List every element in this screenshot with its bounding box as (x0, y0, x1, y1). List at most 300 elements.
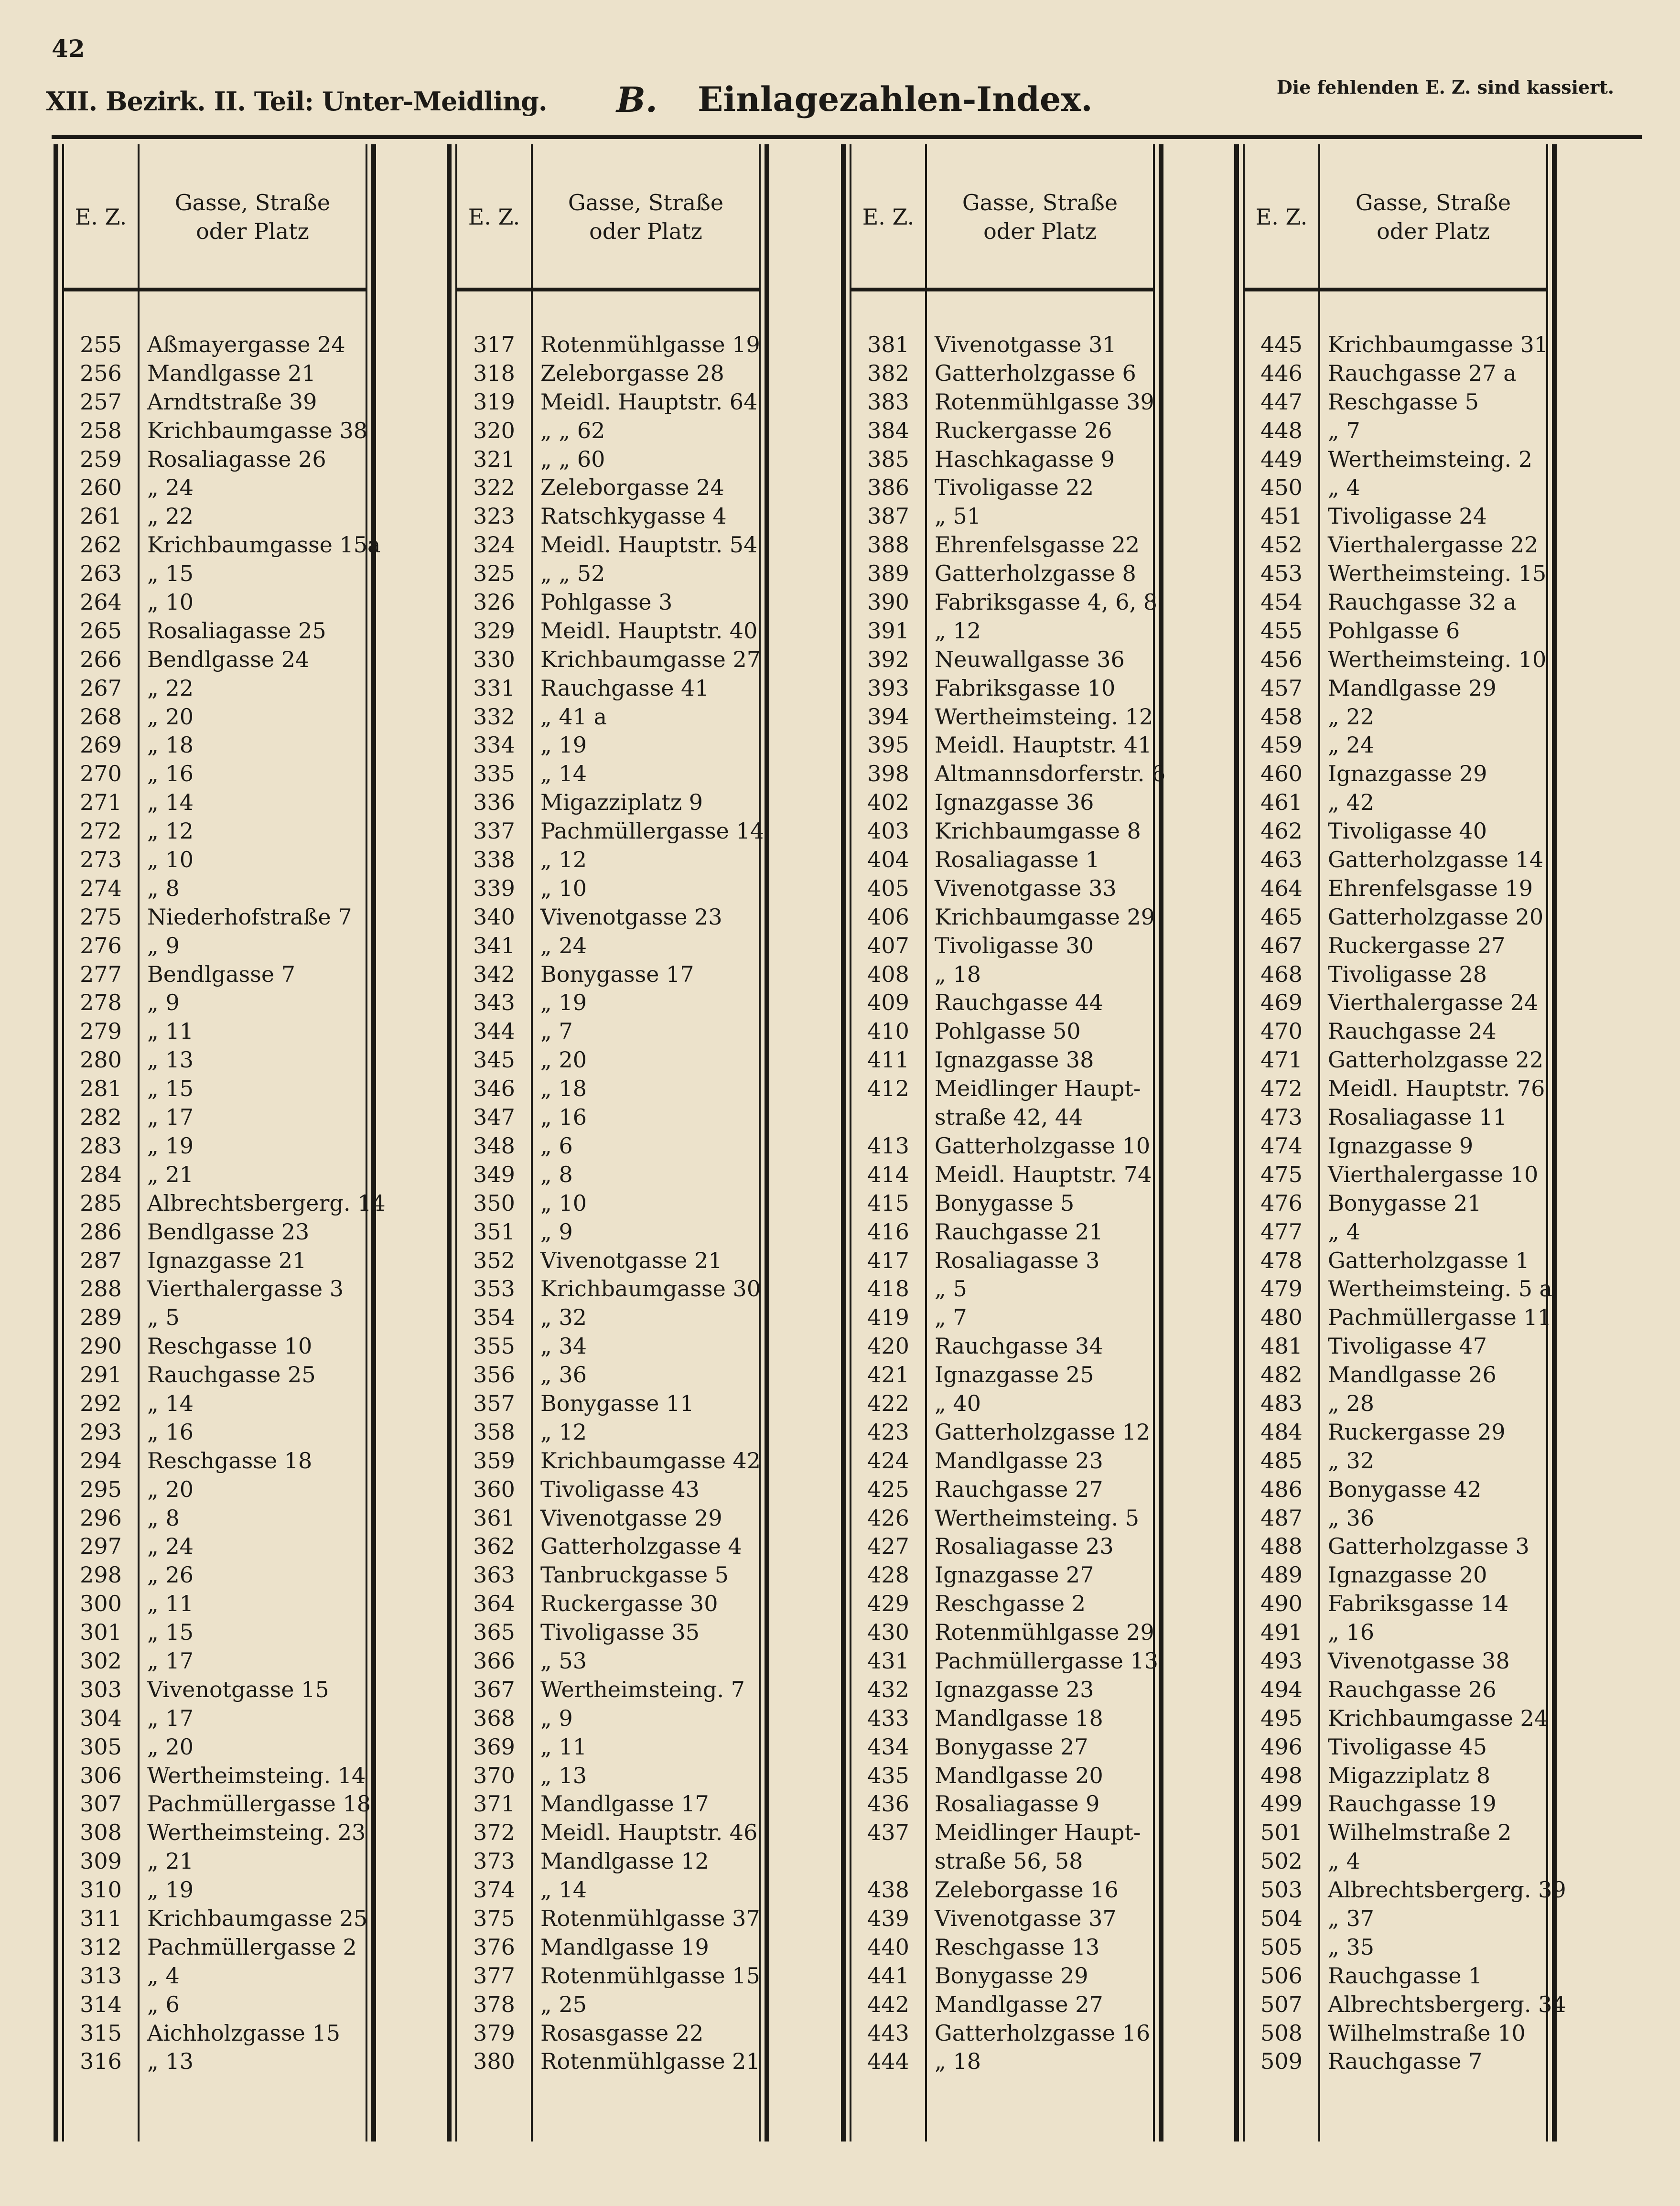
column-header-line: oder Platz (589, 218, 702, 244)
table-row (447, 1160, 769, 1188)
street-address: Fabriksgasse 14 (1328, 1591, 1509, 1617)
page-number: 42 (52, 34, 85, 63)
street-address: Krichbaumgasse 15a (147, 532, 381, 558)
ez-number: 294 (80, 1447, 122, 1474)
table-row (447, 1302, 769, 1331)
street-address: straße 42, 44 (935, 1104, 1083, 1130)
table-row (1234, 730, 1557, 759)
street-address: Ignazgasse 38 (935, 1047, 1094, 1073)
street-address: Rauchgasse 25 (147, 1362, 316, 1388)
ez-number: 403 (867, 818, 909, 844)
table-row (54, 616, 376, 645)
table-rule (457, 288, 759, 291)
ez-number: 463 (1260, 847, 1303, 873)
column-header-line: Gasse, Straße (962, 190, 1118, 215)
street-address: Ignazgasse 29 (1328, 761, 1487, 787)
ez-number: 266 (80, 646, 122, 672)
ez-number: 464 (1260, 875, 1303, 901)
street-address: Mandlgasse 27 (935, 1991, 1103, 2017)
ez-number: 356 (473, 1362, 515, 1388)
table-row (54, 673, 376, 702)
street-address: „ 18 (147, 732, 194, 758)
ez-number: 317 (473, 332, 515, 357)
street-address: Zeleborgasse 24 (540, 474, 724, 501)
street-address: Meidl. Hauptstr. 54 (540, 532, 758, 558)
street-address: Rauchgasse 19 (1328, 1791, 1497, 1817)
column-header-gasse (927, 188, 1153, 246)
table-row (447, 645, 769, 673)
street-address: Tivoligasse 43 (540, 1476, 700, 1502)
ez-number: 320 (473, 417, 515, 443)
ez-number: 431 (867, 1647, 909, 1674)
ez-number: 485 (1260, 1447, 1303, 1474)
table-row (841, 1074, 1163, 1102)
street-address: Mandlgasse 18 (935, 1705, 1103, 1731)
table-row (841, 673, 1163, 702)
ez-number: 255 (80, 332, 122, 357)
ez-number: 324 (473, 532, 515, 558)
street-address: Vivenotgasse 33 (935, 875, 1117, 901)
street-address: „ 17 (147, 1705, 194, 1731)
ez-number: 312 (80, 1934, 122, 1960)
table-row (54, 1188, 386, 1217)
ez-number: 321 (473, 446, 515, 472)
table-row (54, 988, 376, 1016)
ez-number: 445 (1260, 332, 1303, 357)
street-address: Bonygasse 21 (1328, 1190, 1482, 1216)
table-row (447, 1188, 769, 1217)
table-row (1234, 902, 1557, 931)
table-row (841, 1675, 1163, 1703)
ez-number: 270 (80, 761, 122, 787)
table-row (1234, 645, 1557, 673)
ez-number: 262 (80, 532, 122, 558)
street-address: Krichbaumgasse 31 (1328, 332, 1549, 357)
table-row (54, 959, 376, 988)
ez-number: 385 (867, 446, 909, 472)
table-rule (851, 288, 1153, 291)
table-row (447, 416, 769, 444)
street-address: „ 10 (147, 847, 194, 873)
street-address: Tivoligasse 45 (1328, 1733, 1487, 1760)
street-address: „ 16 (1328, 1619, 1374, 1646)
street-address: „ 18 (935, 961, 981, 987)
ez-number: 470 (1260, 1018, 1303, 1044)
street-address: „ „ 52 (540, 560, 605, 587)
street-address: „ 24 (540, 932, 587, 958)
ez-number: 367 (473, 1676, 515, 1702)
street-address: Arndtstraße 39 (147, 388, 317, 415)
ez-number: 432 (867, 1676, 909, 1702)
table-row (1234, 1016, 1557, 1045)
table-row (54, 1446, 376, 1474)
table-row (54, 1589, 376, 1617)
ez-number: 268 (80, 703, 122, 730)
table-row (54, 1617, 376, 1646)
table-row (447, 816, 769, 845)
table-row (447, 787, 769, 816)
ez-number: 435 (867, 1762, 909, 1788)
table-row (841, 988, 1163, 1016)
ez-number: 437 (867, 1819, 909, 1846)
ez-number: 467 (1260, 932, 1303, 958)
table-row (54, 1102, 376, 1131)
ez-number: 297 (80, 1533, 122, 1560)
ez-number: 259 (80, 446, 122, 472)
street-address: Rotenmühlgasse 37 (540, 1905, 760, 1931)
street-address: Pohlgasse 50 (935, 1018, 1081, 1044)
table-row (54, 1560, 376, 1589)
ez-number: 489 (1260, 1562, 1303, 1588)
table-row (447, 1274, 769, 1302)
table-row (841, 873, 1163, 902)
table-row (1234, 1045, 1557, 1074)
street-address: „ 24 (147, 474, 194, 501)
street-address: Gatterholzgasse 1 (1328, 1247, 1529, 1273)
street-address: Albrechtsbergerg. 34 (1328, 1991, 1566, 2017)
table-row (841, 1388, 1163, 1417)
table-row (447, 1675, 769, 1703)
table-row (54, 1388, 376, 1417)
street-address: Wertheimsteing. 23 (147, 1819, 366, 1846)
header-section-letter: B. (616, 79, 657, 120)
ez-number: 281 (80, 1076, 122, 1102)
ez-number: 439 (867, 1905, 909, 1931)
ez-number: 257 (80, 388, 122, 415)
ez-number: 369 (473, 1733, 515, 1760)
ez-number: 404 (867, 847, 909, 873)
street-address: „ 7 (540, 1018, 573, 1044)
table-row (54, 1302, 376, 1331)
ez-number: 348 (473, 1132, 515, 1159)
table-row (447, 1102, 769, 1131)
ez-number: 370 (473, 1762, 515, 1788)
street-address: Bonygasse 5 (935, 1190, 1075, 1216)
street-address: Rosaliagasse 23 (935, 1533, 1114, 1560)
street-address: Wertheimsteing. 10 (1328, 646, 1547, 672)
table-row (1234, 816, 1557, 845)
ez-number: 376 (473, 1934, 515, 1960)
table-row (54, 1045, 376, 1074)
street-address: Rosaliagasse 25 (147, 617, 326, 644)
street-address: „ 13 (540, 1762, 587, 1788)
street-address: „ 14 (540, 761, 587, 787)
ez-number: 417 (867, 1247, 909, 1273)
ez-number: 452 (1260, 532, 1303, 558)
table-row (54, 1217, 376, 1246)
ez-number: 373 (473, 1848, 515, 1874)
ez-number: 357 (473, 1390, 515, 1416)
ez-number: 377 (473, 1962, 515, 1989)
ez-number: 379 (473, 2020, 515, 2046)
table-row (1234, 1388, 1557, 1417)
table-row (841, 1446, 1163, 1474)
table-row (447, 1732, 769, 1761)
table-row (841, 702, 1163, 731)
table-row (841, 2046, 1163, 2075)
ez-number: 273 (80, 847, 122, 873)
ez-number: 293 (80, 1419, 122, 1445)
street-address: Zeleborgasse 28 (540, 360, 724, 386)
ez-number: 298 (80, 1562, 122, 1588)
table-row (1234, 787, 1557, 816)
ez-number: 498 (1260, 1762, 1303, 1788)
street-address: Reschgasse 2 (935, 1591, 1086, 1617)
table-row (1234, 702, 1557, 731)
table-row (54, 2046, 376, 2075)
ez-number: 419 (867, 1304, 909, 1331)
street-address: „ 36 (1328, 1505, 1374, 1531)
street-address: Wertheimsteing. 12 (935, 703, 1153, 730)
street-address: Wilhelmstraße 2 (1328, 1819, 1512, 1846)
street-address: „ 19 (147, 1132, 194, 1159)
ez-number: 290 (80, 1333, 122, 1359)
street-address: „ 6 (540, 1132, 573, 1159)
table-row (841, 358, 1163, 387)
table-row (841, 931, 1163, 959)
ez-number: 329 (473, 617, 515, 644)
index-rows (54, 330, 386, 2075)
ez-number: 264 (80, 589, 122, 615)
table-row (841, 1646, 1163, 1675)
ez-number: 462 (1260, 818, 1303, 844)
ez-number: 308 (80, 1819, 122, 1846)
table-row (54, 1703, 376, 1732)
table-row (447, 845, 769, 873)
ez-number: 471 (1260, 1047, 1303, 1073)
street-address: Ratschkygasse 4 (540, 503, 727, 529)
table-row (447, 1703, 769, 1732)
table-row (1234, 1531, 1557, 1560)
ez-number: 477 (1260, 1218, 1303, 1245)
ez-number: 433 (867, 1705, 909, 1731)
ez-number: 372 (473, 1819, 515, 1846)
table-row (841, 730, 1163, 759)
table-row (447, 1789, 769, 1818)
index-column-group-4 (1234, 144, 1566, 2141)
ez-number: 272 (80, 818, 122, 844)
table-row (447, 1503, 769, 1532)
ez-number: 496 (1260, 1733, 1303, 1760)
column-header-gasse (1320, 188, 1546, 246)
ez-number: 438 (867, 1877, 909, 1903)
street-address: Rosaliagasse 9 (935, 1791, 1100, 1817)
table-row (447, 1331, 769, 1360)
table-row (841, 530, 1163, 559)
ez-number: 476 (1260, 1190, 1303, 1216)
table-row (841, 845, 1163, 873)
ez-number: 265 (80, 617, 122, 644)
street-address: „ 15 (147, 1076, 194, 1102)
ez-number: 460 (1260, 761, 1303, 787)
table-row (1234, 587, 1557, 616)
table-row (1234, 1961, 1557, 1990)
ez-number: 394 (867, 703, 909, 730)
street-address: Gatterholzgasse 6 (935, 360, 1136, 386)
street-address: Vierthalergasse 24 (1328, 990, 1539, 1016)
table-row (54, 1503, 376, 1532)
street-address: Vivenotgasse 31 (935, 332, 1117, 357)
table-row (447, 902, 769, 931)
street-address: „ 14 (147, 1390, 194, 1416)
table-row (54, 1331, 376, 1360)
street-address: „ 9 (540, 1218, 573, 1245)
ez-number: 313 (80, 1962, 122, 1989)
street-address: Pohlgasse 3 (540, 589, 673, 615)
ez-number: 483 (1260, 1390, 1303, 1416)
table-row (1234, 1302, 1557, 1331)
street-address: Wertheimsteing. 5 (935, 1505, 1140, 1531)
street-address: „ 18 (540, 1076, 587, 1102)
ez-number: 484 (1260, 1419, 1303, 1445)
table-row (54, 759, 376, 787)
street-address: Neuwallgasse 36 (935, 646, 1125, 672)
street-address: „ 20 (147, 1733, 194, 1760)
ez-number: 315 (80, 2020, 122, 2046)
table-row (54, 587, 376, 616)
street-address: Ignazgasse 25 (935, 1362, 1094, 1388)
ez-number: 420 (867, 1333, 909, 1359)
street-address: Vivenotgasse 15 (147, 1676, 329, 1702)
street-address: „ 12 (935, 617, 981, 644)
table-row (447, 1761, 769, 1789)
table-row (841, 1016, 1163, 1045)
table-row (841, 1217, 1163, 1246)
street-address: Mandlgasse 17 (540, 1791, 709, 1817)
street-address: Pohlgasse 6 (1328, 617, 1460, 644)
table-row (1234, 444, 1557, 473)
table-row (54, 530, 381, 559)
street-address: „ 12 (147, 818, 194, 844)
street-address: Ignazgasse 27 (935, 1562, 1094, 1588)
table-row (447, 1045, 769, 1074)
ez-number: 322 (473, 474, 515, 501)
street-address: Wertheimsteing. 5 a (1328, 1276, 1553, 1302)
ez-number: 475 (1260, 1161, 1303, 1187)
column-header-gasse (140, 188, 366, 246)
ez-number: 274 (80, 875, 122, 901)
ez-number: 301 (80, 1619, 122, 1646)
street-address: Gatterholzgasse 3 (1328, 1533, 1529, 1560)
street-address: Rosaliagasse 1 (935, 847, 1100, 873)
ez-number: 344 (473, 1018, 515, 1044)
ez-number: 284 (80, 1161, 122, 1187)
column-header-ez: E. Z. (75, 204, 127, 230)
ez-number: 256 (80, 360, 122, 386)
street-address: Bonygasse 11 (540, 1390, 694, 1416)
column-header-ez: E. Z. (1255, 204, 1308, 230)
table-row (447, 587, 769, 616)
ez-number: 393 (867, 675, 909, 701)
ez-number: 346 (473, 1076, 515, 1102)
street-address: Gatterholzgasse 16 (935, 2020, 1151, 2046)
table-row (841, 1331, 1163, 1360)
street-address: „ 40 (935, 1390, 981, 1416)
ez-number: 446 (1260, 360, 1303, 386)
street-address: „ 20 (540, 1047, 587, 1073)
ez-number: 263 (80, 560, 122, 587)
street-address: Rauchgasse 44 (935, 990, 1103, 1016)
street-address: Fabriksgasse 4, 6, 8 (935, 589, 1158, 615)
street-address: „ 35 (1328, 1934, 1374, 1960)
table-row (447, 702, 769, 731)
table-row (1234, 931, 1557, 959)
street-address: Rauchgasse 34 (935, 1333, 1103, 1359)
ez-number: 434 (867, 1733, 909, 1760)
ez-number: 295 (80, 1476, 122, 1502)
ez-number: 323 (473, 503, 515, 529)
ez-number: 440 (867, 1934, 909, 1960)
ez-number: 384 (867, 417, 909, 443)
table-row (1234, 616, 1557, 645)
ez-number: 292 (80, 1390, 122, 1416)
street-address: Krichbaumgasse 24 (1328, 1705, 1549, 1731)
street-address: „ 24 (1328, 732, 1374, 758)
table-row (1234, 501, 1557, 530)
ez-number: 366 (473, 1647, 515, 1674)
ez-number: 441 (867, 1962, 909, 1989)
ez-number: 381 (867, 332, 909, 357)
ez-number: 390 (867, 589, 909, 615)
street-address: Gatterholzgasse 12 (935, 1419, 1151, 1445)
ez-number: 423 (867, 1419, 909, 1445)
table-row (841, 1360, 1163, 1388)
street-address: „ 42 (1328, 789, 1374, 816)
ez-number: 276 (80, 932, 122, 958)
ez-number: 334 (473, 732, 515, 758)
ez-number: 258 (80, 417, 122, 443)
street-address: Vierthalergasse 3 (147, 1276, 344, 1302)
street-address: Rotenmühlgasse 21 (540, 2048, 760, 2075)
street-address: „ 22 (147, 503, 194, 529)
table-row (841, 1188, 1163, 1217)
street-address: Albrechtsbergerg. 39 (1328, 1877, 1566, 1903)
table-row (1234, 1875, 1566, 1904)
table-row (841, 2018, 1163, 2047)
table-row (841, 387, 1163, 416)
street-address: „ 16 (147, 761, 194, 787)
ez-number: 428 (867, 1562, 909, 1588)
street-address: Rauchgasse 41 (540, 675, 709, 701)
index-column-group-2 (447, 144, 769, 2141)
ez-number: 501 (1260, 1819, 1303, 1846)
street-address: Gatterholzgasse 8 (935, 560, 1136, 587)
street-address: Rauchgasse 27 (935, 1476, 1103, 1502)
table-row (841, 559, 1163, 587)
table-row (841, 787, 1163, 816)
street-address: Tivoligasse 24 (1328, 503, 1487, 529)
ez-number: 422 (867, 1390, 909, 1416)
table-row (447, 988, 769, 1016)
street-address: Wilhelmstraße 10 (1328, 2020, 1526, 2046)
ez-number: 309 (80, 1848, 122, 1874)
table-row (1234, 988, 1557, 1016)
table-row (1234, 959, 1557, 988)
street-address: Haschkagasse 9 (935, 446, 1115, 472)
ez-number: 426 (867, 1505, 909, 1531)
table-row (841, 1531, 1163, 1560)
ez-number: 465 (1260, 904, 1303, 930)
ez-number: 304 (80, 1705, 122, 1731)
street-address: Wertheimsteing. 15 (1328, 560, 1547, 587)
street-address: Meidlinger Haupt- (935, 1076, 1141, 1102)
street-address: Rosaliagasse 26 (147, 446, 326, 472)
street-address: Ehrenfelsgasse 22 (935, 532, 1140, 558)
table-row (841, 1417, 1163, 1446)
street-address: Rotenmühlgasse 19 (540, 332, 760, 357)
table-rule (1245, 288, 1546, 291)
street-address: Altmannsdorferstr. 6 (935, 761, 1166, 787)
